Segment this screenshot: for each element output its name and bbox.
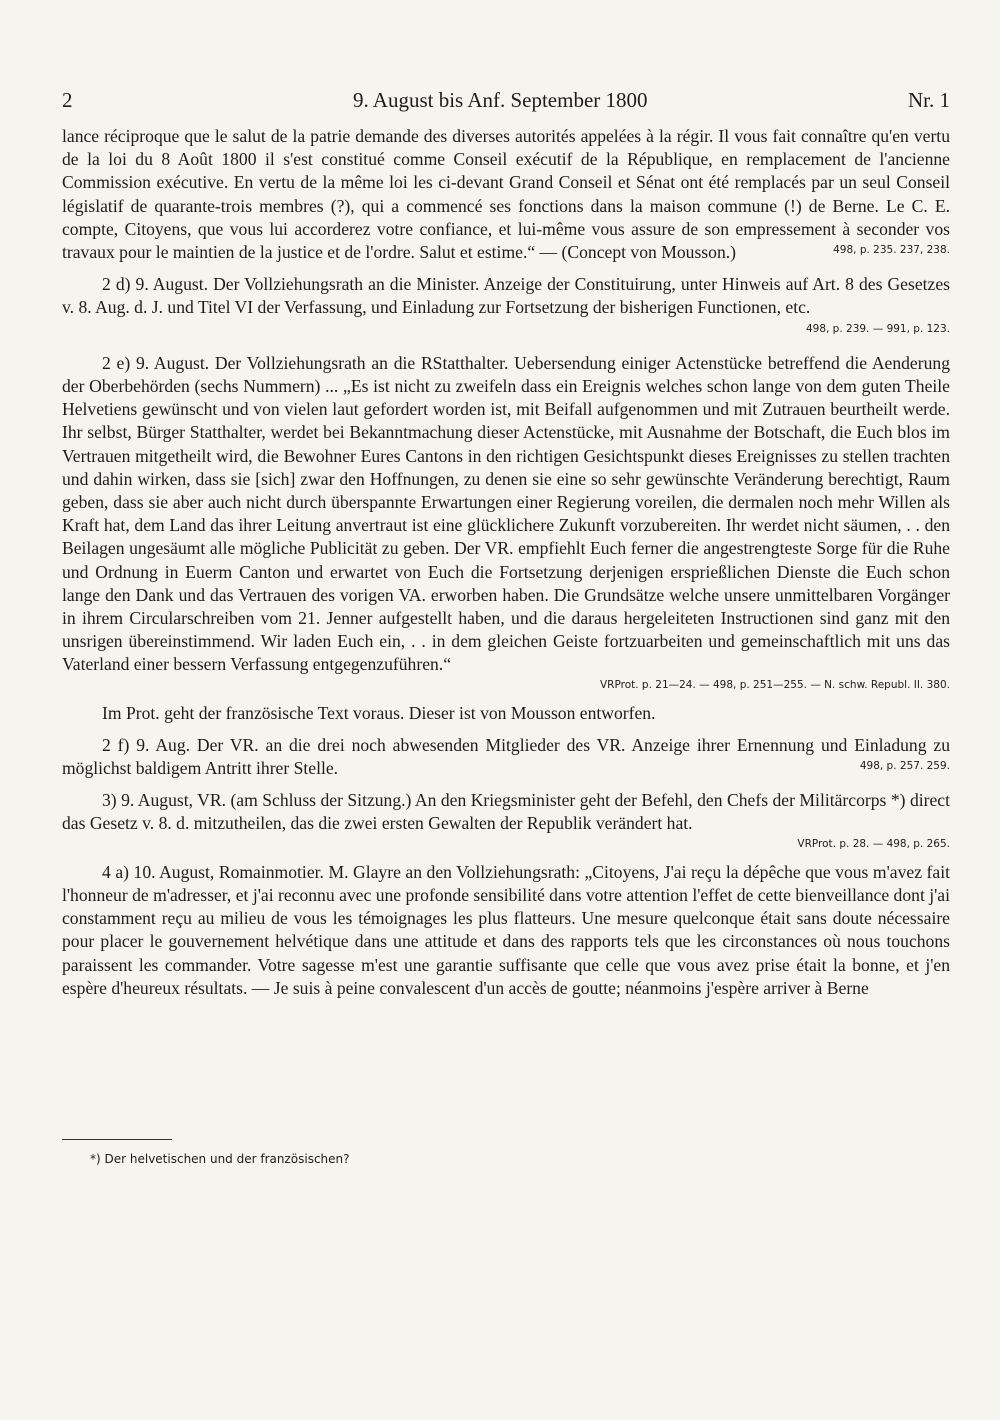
body-text (62, 125, 950, 1000)
entry-3: 3) 9. August, VR. (am Schluss der Sitzung.) An den Kriegsminister geht der Befehl, den Chefs der Militärcorps *) direct das Gesetz v. 8. d. mitzutheilen, das die zwei ersten Gewalten der Republik verändert hat. (62, 790, 950, 834)
section-number: Nr. 1 (908, 88, 950, 112)
entry-2e: 2 e) 9. August. Der Vollziehungsrath an die RStatthalter. Uebersendung einiger Actenstücke betreffend die Aenderung der Oberbehörden (sechs Nummern) ... „Es ist nicht zu zweifeln dass ein Ereignis welches schon lange von dem guten Theile Helvetiens gewünscht und von vielen laut gefordert worden ist, mit Beifall aufgenommen und mit Zutrauen beurtheilt werde. Ihr selbst, Bürger Statthalter, werdet bei Bekanntmachung dieser Actenstücke, mit Ausnahme der Botschaft, die Euch blos im Vertrauen mitgetheilt wird, die Bewohner Eures Cantons in den richtigen Gesichtspunkt dieses Ereignisses zu stellen trachten und dahin wirken, dass sie [sich] zwar den Hoffnungen, zu denen sie eine so sehr gewünschte Veränderung berechtigt, Raum geben, dass sie aber auch nicht durch überspannte Erwartungen einer Regierung voreilen, die dermalen noch mehr Willen als Kraft hat, dem Land das ihrer Leitung anvertraut ist eine glücklichere Zukunft vorzubereiten. Ihr werdet nicht säumen, . . den Beilagen ungesäumt alle mögliche Publicität zu geben. Der VR. empfiehlt Euch ferner die angestrengteste Sorge für die Ruhe und Ordnung in Euerm Canton und erwartet von Euch die Fortsetzung derjenigen ersprießlichen Dienste die Euch schon lange den Dank und das Vertrauen des vorigen VA. erworben haben. Die Grundsätze welche unsere unmittelbaren Vorgänger in ihrem Circularschreiben vom 21. Jenner aufgestellt haben, und die daraus hergeleiteten Instructionen sind ganz mit den unsrigen übereinstimmend. Wir laden Euch ein, . . in dem gleichen Geiste fortzuarbeiten und gemeinschaftlich mit uns das Vaterland einer bessern Verfassung entgegenzuführen.“ (62, 352, 950, 675)
paragraph-continuation: lance réciproque que le salut de la patrie demande des diverses autorités appelées à la régir. Il vous fait connaître qu'en vertu de la loi du 8 Août 1800 il s'est constitué comme Conseil exécutif de la République, en remplacement de l'ancienne Commission exécutive. En vertu de la même loi les ci-devant Grand Conseil et Sénat ont été remplacés par un seul Conseil législatif de quarante-trois membres (?), qui a commencé ses fonctions dans la maison commune (!) de Berne. Le C. E. compte, Citoyens, que vous lui accorderez votre confiance, et lui-même vous assure de son empressement à seconder vos travaux pour le maintien de la justice et de l'ordre. Salut et estime.“ — (Concept von Mousson.) 498, p. 235. 237, 238. (62, 126, 950, 263)
footnote: *) Der helvetischen und der französischen? (90, 1152, 350, 1166)
entry-4a: 4 a) 10. August, Romainmotier. M. Glayre an den Vollziehungsrath: „Citoyens, J'ai reçu la dépêche que vous m'avez fait l'honneur de m'adresser, et j'ai reconnu avec une profonde sensibilité dans votre attention l'effet de cette bienveillance dont j'ai constamment reçu au milieu de vous les témoignages les plus flatteurs. Une mesure quelconque était sans doute nécessaire pour placer le gouvernement helvétique dans une attitude et dans des rapports tels que les circonstances où nous touchons paraissent les commander. Votre sagesse m'est une garantie suffisante que celle que vous avez prise était la bonne, et j'en espère d'heureux résultats. — Je suis à peine convalescent d'un accès de goutte; néanmoins j'espère arriver à Berne (62, 861, 950, 998)
note-paragraph: Im Prot. geht der französische Text voraus. Dieser ist von Mousson entworfen. (102, 702, 656, 723)
running-title: 9. August bis Anf. September 1800 (352, 88, 648, 112)
source-reference: 498, p. 257. 259. (859, 760, 950, 773)
source-reference: 498, p. 235. 237, 238. (833, 244, 950, 257)
source-reference: VRProt. p. 28. — 498, p. 265. (797, 837, 950, 850)
source-reference: VRProt. p. 21—24. — 498, p. 251—255. — N. schw. Republ. II. 380. (600, 678, 950, 691)
entry-2d: 2 d) 9. August. Der Vollziehungsrath an die Minister. Anzeige der Constituirung, unter Hinweis auf Art. 8 des Gesetzes v. 8. Aug. d. J. und Titel VI der Verfassung, und Einladung zur Fortsetzung der bisherigen Functionen, etc. 498, p. 239. — 991, p. 123. (62, 273, 950, 319)
page-number: 2 (62, 88, 73, 112)
footnote-rule (62, 1139, 172, 1140)
entry-2f: 2 f) 9. Aug. Der VR. an die drei noch abwesenden Mitglieder des VR. Anzeige ihrer Ernennung und Einladung zu möglichst baldigem Antritt ihrer Stelle. 498, p. 257. 259. (62, 734, 950, 779)
page-header (62, 88, 950, 113)
source-reference: 498, p. 239. — 991, p. 123. (805, 322, 950, 335)
